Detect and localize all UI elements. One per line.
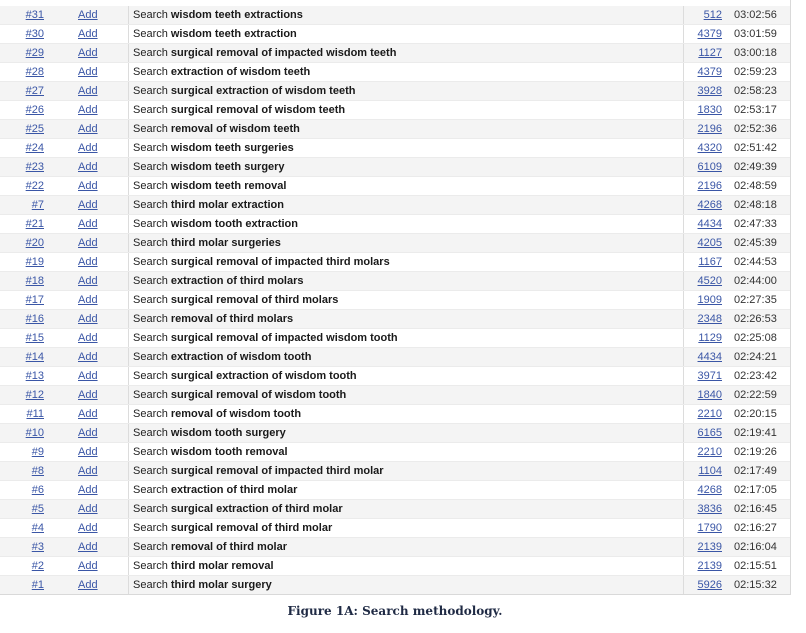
column-divider	[128, 500, 129, 519]
result-count-link[interactable]: 2196	[697, 180, 722, 192]
table-row	[0, 25, 790, 44]
table-row	[0, 443, 790, 462]
result-count-link[interactable]: 4379	[697, 66, 722, 78]
add-link[interactable]: Add	[78, 579, 98, 591]
search-prefix: Search	[133, 123, 168, 135]
search-time: 02:17:05	[734, 484, 777, 496]
add-link[interactable]: Add	[78, 28, 98, 40]
search-term: surgical extraction of third molar	[170, 503, 343, 515]
search-prefix: Search	[133, 465, 168, 477]
result-count-link[interactable]: 2139	[697, 560, 722, 572]
column-divider	[128, 481, 129, 500]
add-link[interactable]: Add	[78, 85, 98, 97]
search-number-link[interactable]: #9	[31, 446, 44, 458]
search-query	[133, 82, 673, 101]
add-link[interactable]: Add	[78, 237, 98, 249]
result-count-link[interactable]: 512	[703, 9, 722, 21]
search-query	[133, 177, 673, 196]
search-term: wisdom teeth extractions	[170, 9, 303, 21]
search-term: third molar removal	[170, 560, 274, 572]
table-row	[0, 101, 790, 120]
add-link[interactable]: Add	[78, 560, 98, 572]
search-query	[133, 405, 673, 424]
search-time: 02:58:23	[734, 85, 777, 97]
table-row	[0, 367, 790, 386]
search-prefix: Search	[133, 579, 168, 591]
search-number-link[interactable]: #7	[31, 199, 44, 211]
result-count-link[interactable]: 1167	[698, 256, 722, 268]
column-divider	[128, 462, 129, 481]
table-row	[0, 234, 790, 253]
search-query	[133, 538, 673, 557]
search-prefix: Search	[133, 351, 168, 363]
search-term: surgical extraction of wisdom tooth	[170, 370, 357, 382]
column-divider	[128, 310, 129, 329]
search-query	[133, 310, 673, 329]
search-term: surgical removal of impacted third molar	[170, 465, 384, 477]
search-term: wisdom tooth extraction	[170, 218, 298, 230]
add-link[interactable]: Add	[78, 408, 98, 420]
search-number-link[interactable]: #15	[25, 332, 44, 344]
column-divider	[128, 291, 129, 310]
search-time: 03:02:56	[734, 9, 777, 21]
table-row	[0, 386, 790, 405]
add-link[interactable]: Add	[78, 427, 98, 439]
add-link[interactable]: Add	[78, 503, 98, 515]
search-number-link[interactable]: #6	[31, 484, 44, 496]
search-term: wisdom teeth extraction	[170, 28, 297, 40]
column-divider	[128, 557, 129, 576]
search-number-link[interactable]: #1	[31, 579, 44, 591]
search-number-link[interactable]: #27	[25, 85, 44, 97]
search-time: 02:52:36	[734, 123, 777, 135]
add-link[interactable]: Add	[78, 9, 98, 21]
result-count-link[interactable]: 2210	[697, 408, 722, 420]
search-time: 02:20:15	[734, 408, 777, 420]
search-term: wisdom tooth surgery	[170, 427, 286, 439]
search-time: 02:16:45	[734, 503, 777, 515]
result-count-link[interactable]: 4268	[697, 484, 722, 496]
search-query	[133, 272, 673, 291]
table-row	[0, 557, 790, 576]
column-divider	[128, 348, 129, 367]
search-query	[133, 329, 673, 348]
search-time: 02:44:00	[734, 275, 777, 287]
table-row	[0, 158, 790, 177]
add-link[interactable]: Add	[78, 294, 98, 306]
add-link[interactable]: Add	[78, 275, 98, 287]
search-prefix: Search	[133, 370, 168, 382]
search-query	[133, 291, 673, 310]
search-time: 02:16:04	[734, 541, 777, 553]
result-count-link[interactable]: 4320	[697, 142, 722, 154]
search-query	[133, 500, 673, 519]
result-count-link[interactable]: 4268	[697, 199, 722, 211]
column-divider	[128, 25, 129, 44]
table-row	[0, 500, 790, 519]
search-prefix: Search	[133, 142, 168, 154]
search-query	[133, 481, 673, 500]
column-divider	[128, 158, 129, 177]
search-query	[133, 6, 673, 25]
column-divider	[128, 253, 129, 272]
result-count-link[interactable]: 1830	[697, 104, 722, 116]
search-time: 02:22:59	[734, 389, 777, 401]
search-number-link[interactable]: #14	[25, 351, 44, 363]
search-time: 02:45:39	[734, 237, 777, 249]
search-query	[133, 253, 673, 272]
table-row	[0, 576, 790, 595]
column-divider	[128, 405, 129, 424]
column-divider	[128, 139, 129, 158]
search-prefix: Search	[133, 294, 168, 306]
add-link[interactable]: Add	[78, 332, 98, 344]
search-term: surgical removal of impacted third molars	[170, 256, 390, 268]
search-time: 02:48:59	[734, 180, 777, 192]
search-prefix: Search	[133, 389, 168, 401]
search-term: surgical extraction of wisdom teeth	[170, 85, 356, 97]
column-divider	[128, 272, 129, 291]
search-query	[133, 443, 673, 462]
result-count-link[interactable]: 1840	[697, 389, 722, 401]
search-term: removal of wisdom tooth	[170, 408, 302, 420]
search-term: third molar extraction	[170, 199, 284, 211]
search-query	[133, 234, 673, 253]
search-term: extraction of wisdom teeth	[170, 66, 311, 78]
column-divider	[128, 63, 129, 82]
search-term: extraction of wisdom tooth	[170, 351, 312, 363]
search-number-link[interactable]: #23	[25, 161, 44, 173]
search-prefix: Search	[133, 275, 168, 287]
search-time: 02:59:23	[734, 66, 777, 78]
search-term: wisdom teeth surgeries	[170, 142, 294, 154]
column-divider	[128, 367, 129, 386]
search-time: 02:44:53	[734, 256, 777, 268]
search-time: 03:00:18	[734, 47, 777, 59]
add-link[interactable]: Add	[78, 123, 98, 135]
search-number-link[interactable]: #8	[31, 465, 44, 477]
table-row	[0, 177, 790, 196]
search-term: surgical removal of wisdom teeth	[170, 104, 346, 116]
search-term: surgical removal of impacted wisdom teeth	[170, 47, 397, 59]
column-divider	[128, 386, 129, 405]
table-row	[0, 82, 790, 101]
result-count-link[interactable]: 2210	[697, 446, 722, 458]
search-time: 02:24:21	[734, 351, 777, 363]
search-number-link[interactable]: #22	[25, 180, 44, 192]
search-term: wisdom tooth removal	[170, 446, 288, 458]
table-row	[0, 424, 790, 443]
table-row	[0, 6, 790, 25]
result-count-link[interactable]: 5926	[697, 579, 722, 591]
column-divider	[128, 329, 129, 348]
search-term: removal of third molars	[170, 313, 294, 325]
search-number-link[interactable]: #2	[31, 560, 44, 572]
search-time: 02:25:08	[734, 332, 777, 344]
table-row	[0, 139, 790, 158]
add-link[interactable]: Add	[78, 522, 98, 534]
add-link[interactable]: Add	[78, 104, 98, 116]
add-link[interactable]: Add	[78, 541, 98, 553]
search-time: 02:19:26	[734, 446, 777, 458]
search-prefix: Search	[133, 484, 168, 496]
result-count-link[interactable]: 3836	[697, 503, 722, 515]
result-count-link[interactable]: 6165	[697, 427, 722, 439]
search-prefix: Search	[133, 427, 168, 439]
column-divider	[128, 120, 129, 139]
search-query	[133, 139, 673, 158]
search-prefix: Search	[133, 199, 168, 211]
search-query	[133, 367, 673, 386]
search-prefix: Search	[133, 313, 168, 325]
result-count-link[interactable]: 1129	[698, 332, 722, 344]
add-link[interactable]: Add	[78, 47, 98, 59]
search-prefix: Search	[133, 256, 168, 268]
table-row	[0, 272, 790, 291]
search-history-table	[0, 6, 790, 595]
column-divider	[128, 82, 129, 101]
result-count-link[interactable]: 1909	[697, 294, 722, 306]
search-prefix: Search	[133, 47, 168, 59]
column-divider	[128, 424, 129, 443]
search-number-link[interactable]: #29	[25, 47, 44, 59]
result-count-link[interactable]: 2139	[697, 541, 722, 553]
search-time: 02:51:42	[734, 142, 777, 154]
table-row	[0, 405, 790, 424]
result-count-link[interactable]: 1127	[698, 47, 722, 59]
search-term: third molar surgeries	[170, 237, 281, 249]
search-time: 02:48:18	[734, 199, 777, 211]
add-link[interactable]: Add	[78, 370, 98, 382]
column-divider	[128, 538, 129, 557]
add-link[interactable]: Add	[78, 161, 98, 173]
result-count-link[interactable]: 4434	[697, 218, 722, 230]
search-number-link[interactable]: #28	[25, 66, 44, 78]
search-number-link[interactable]: #5	[31, 503, 44, 515]
search-number-link[interactable]: #10	[25, 427, 44, 439]
search-time: 02:49:39	[734, 161, 777, 173]
search-time: 02:17:49	[734, 465, 777, 477]
search-prefix: Search	[133, 522, 168, 534]
table-row	[0, 481, 790, 500]
search-time: 02:47:33	[734, 218, 777, 230]
column-divider	[128, 234, 129, 253]
add-link[interactable]: Add	[78, 484, 98, 496]
search-prefix: Search	[133, 85, 168, 97]
search-time: 02:16:27	[734, 522, 777, 534]
search-query	[133, 63, 673, 82]
search-time: 02:15:32	[734, 579, 777, 591]
search-query	[133, 557, 673, 576]
column-divider	[128, 177, 129, 196]
search-query	[133, 576, 673, 595]
search-prefix: Search	[133, 161, 168, 173]
table-row	[0, 215, 790, 234]
search-query	[133, 215, 673, 234]
table-row	[0, 519, 790, 538]
search-prefix: Search	[133, 332, 168, 344]
search-term: extraction of third molars	[170, 275, 304, 287]
search-number-link[interactable]: #18	[25, 275, 44, 287]
table-row	[0, 329, 790, 348]
add-link[interactable]: Add	[78, 351, 98, 363]
add-link[interactable]: Add	[78, 66, 98, 78]
search-prefix: Search	[133, 560, 168, 572]
table-row	[0, 44, 790, 63]
column-divider	[128, 44, 129, 63]
search-term: removal of wisdom teeth	[170, 123, 300, 135]
search-number-link[interactable]: #19	[25, 256, 44, 268]
add-link[interactable]: Add	[78, 313, 98, 325]
search-number-link[interactable]: #26	[25, 104, 44, 116]
search-time: 03:01:59	[734, 28, 777, 40]
search-term: wisdom teeth surgery	[170, 161, 285, 173]
search-query	[133, 101, 673, 120]
search-term: surgical removal of third molars	[170, 294, 339, 306]
search-query	[133, 120, 673, 139]
search-number-link[interactable]: #20	[25, 237, 44, 249]
search-prefix: Search	[133, 180, 168, 192]
result-count-link[interactable]: 3971	[697, 370, 722, 382]
search-prefix: Search	[133, 446, 168, 458]
search-number-link[interactable]: #3	[31, 541, 44, 553]
search-prefix: Search	[133, 104, 168, 116]
result-count-link[interactable]: 4520	[697, 275, 722, 287]
result-count-link[interactable]: 2196	[697, 123, 722, 135]
column-divider	[128, 443, 129, 462]
search-term: surgical removal of third molar	[170, 522, 333, 534]
search-time: 02:53:17	[734, 104, 777, 116]
search-query	[133, 386, 673, 405]
search-term: wisdom teeth removal	[170, 180, 287, 192]
column-divider	[128, 215, 129, 234]
search-time: 02:27:35	[734, 294, 777, 306]
search-term: extraction of third molar	[170, 484, 298, 496]
add-link[interactable]: Add	[78, 256, 98, 268]
search-prefix: Search	[133, 408, 168, 420]
column-divider	[128, 6, 129, 25]
result-count-link[interactable]: 6109	[697, 161, 722, 173]
search-query	[133, 348, 673, 367]
table-row	[0, 63, 790, 82]
search-number-link[interactable]: #4	[31, 522, 44, 534]
column-divider	[128, 196, 129, 215]
table-row	[0, 291, 790, 310]
search-query	[133, 25, 673, 44]
search-number-link[interactable]: #25	[25, 123, 44, 135]
search-prefix: Search	[133, 503, 168, 515]
search-number-link[interactable]: #24	[25, 142, 44, 154]
search-number-link[interactable]: #21	[25, 218, 44, 230]
search-query	[133, 462, 673, 481]
table-row	[0, 196, 790, 215]
search-term: surgical removal of impacted wisdom tooth	[170, 332, 398, 344]
search-number-link[interactable]: #30	[25, 28, 44, 40]
result-count-link[interactable]: 4379	[697, 28, 722, 40]
search-number-link[interactable]: #31	[25, 9, 44, 21]
result-count-link[interactable]: 1790	[697, 522, 722, 534]
search-query	[133, 424, 673, 443]
search-query	[133, 519, 673, 538]
search-time: 02:19:41	[734, 427, 777, 439]
search-query	[133, 158, 673, 177]
search-number-link[interactable]: #13	[25, 370, 44, 382]
result-count-link[interactable]: 4434	[697, 351, 722, 363]
result-count-link[interactable]: 4205	[697, 237, 722, 249]
search-time: 02:15:51	[734, 560, 777, 572]
search-number-link[interactable]: #12	[25, 389, 44, 401]
table-row	[0, 348, 790, 367]
column-divider	[128, 576, 129, 595]
search-number-link[interactable]: #16	[25, 313, 44, 325]
figure-caption: Figure 1A: Search methodology.	[287, 604, 503, 618]
search-query	[133, 196, 673, 215]
result-count-link[interactable]: 3928	[697, 85, 722, 97]
search-time: 02:23:42	[734, 370, 777, 382]
search-prefix: Search	[133, 66, 168, 78]
search-number-link[interactable]: #11	[26, 408, 44, 420]
search-term: surgical removal of wisdom tooth	[170, 389, 347, 401]
search-prefix: Search	[133, 541, 168, 553]
search-prefix: Search	[133, 28, 168, 40]
search-time: 02:26:53	[734, 313, 777, 325]
column-divider	[128, 519, 129, 538]
search-prefix: Search	[133, 9, 168, 21]
add-link[interactable]: Add	[78, 218, 98, 230]
search-term: removal of third molar	[170, 541, 287, 553]
add-link[interactable]: Add	[78, 446, 98, 458]
add-link[interactable]: Add	[78, 199, 98, 211]
table-row	[0, 310, 790, 329]
table-row	[0, 253, 790, 272]
add-link[interactable]: Add	[78, 465, 98, 477]
result-count-link[interactable]: 2348	[697, 313, 722, 325]
add-link[interactable]: Add	[78, 142, 98, 154]
add-link[interactable]: Add	[78, 180, 98, 192]
search-term: third molar surgery	[170, 579, 272, 591]
table-row	[0, 462, 790, 481]
table-row	[0, 538, 790, 557]
search-prefix: Search	[133, 237, 168, 249]
search-number-link[interactable]: #17	[25, 294, 44, 306]
add-link[interactable]: Add	[78, 389, 98, 401]
table-row	[0, 120, 790, 139]
result-count-link[interactable]: 1104	[698, 465, 722, 477]
column-divider	[128, 101, 129, 120]
search-prefix: Search	[133, 218, 168, 230]
search-query	[133, 44, 673, 63]
